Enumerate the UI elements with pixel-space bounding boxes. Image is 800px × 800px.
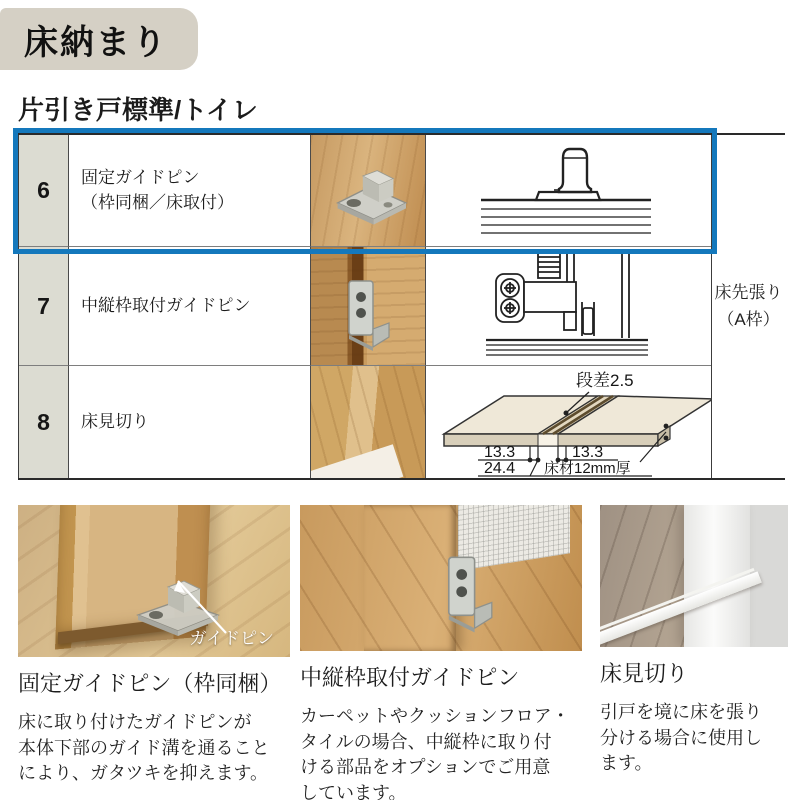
bracket-section-diagram (426, 248, 711, 364)
floor-parting-diagram (426, 366, 711, 478)
row-6-diagram-cell (426, 135, 711, 247)
floor-threshold-detail (311, 444, 403, 478)
l-bracket-icon (428, 553, 504, 639)
svg-text:13.3: 13.3 (572, 444, 604, 461)
photo-label-guide-pin: ガイドピン (189, 629, 274, 648)
row-8-label-cell[interactable] (69, 366, 311, 478)
svg-text:床材12mm厚: 床材12mm厚 (544, 460, 631, 477)
page-title-box (0, 8, 198, 70)
spec-table (18, 133, 785, 480)
detail-desc-mid-frame: カーペットやクッションフロア・ タイルの場合、中縦枠に取り付 ける部品をオプションでご用意 しています。 (300, 706, 570, 800)
svg-text:24.4: 24.4 (484, 460, 516, 477)
detail-desc-floor-parting: 引戸を境に床を張り 分ける場合に使用し ます。 (600, 702, 762, 774)
spec-table-grid (18, 135, 712, 478)
side-note-line1: 床先張り (714, 283, 783, 303)
row-7-photo-bracket (311, 247, 426, 366)
row-8-number-cell[interactable]: 8 (19, 366, 69, 478)
detail-floor-parting (600, 505, 788, 777)
l-bracket-icon (329, 277, 401, 357)
row-8-photo-floor (311, 366, 426, 478)
row-6-label-line1: 固定ガイドピン (81, 167, 200, 187)
row-7-label-line1: 中縦枠取付ガイドピン (81, 295, 251, 315)
row-6-number-cell[interactable]: 6 (19, 135, 69, 247)
svg-text:段差2.5: 段差2.5 (576, 371, 634, 390)
guide-pin-plate-icon (325, 149, 415, 239)
detail-caption-floor-parting: 床見切り (600, 661, 689, 686)
detail-mid-frame-guide-pin (300, 505, 582, 800)
detail-fixed-guide-pin (18, 505, 290, 787)
row-7-number-cell[interactable]: 7 (19, 247, 69, 366)
row-8-diagram-cell (426, 366, 711, 478)
side-note-floor-first (712, 135, 785, 478)
row-8-label-line1: 床見切り (81, 411, 149, 431)
row-6-label-line2: （枠同梱／床取付） (81, 192, 234, 212)
detail-caption-fixed-guide-pin: 固定ガイドピン（枠同梱） (18, 671, 282, 696)
row-7-label-cell[interactable] (69, 247, 311, 366)
photo-fixed-guide-pin (18, 505, 290, 657)
photo-mid-frame-guide-pin (300, 505, 582, 651)
svg-text:13.3: 13.3 (484, 444, 516, 461)
side-note-line2: （A枠） (717, 309, 780, 329)
row-6-label-cell[interactable] (69, 135, 311, 247)
row-6-photo-guide-pin (311, 135, 426, 247)
photo-floor-parting (600, 505, 788, 647)
section-heading: 片引き戸標準/トイレ (18, 95, 258, 125)
detail-desc-fixed-guide-pin: 床に取り付けたガイドピンが 本体下部のガイド溝を通ること により、ガタツキを抑えます。 (18, 712, 270, 784)
row-7-diagram-cell (426, 247, 711, 366)
detail-caption-mid-frame: 中縦枠取付ガイドピン (300, 665, 520, 690)
page-title: 床納まり (24, 23, 168, 62)
guide-pin-floor-diagram (426, 136, 711, 246)
